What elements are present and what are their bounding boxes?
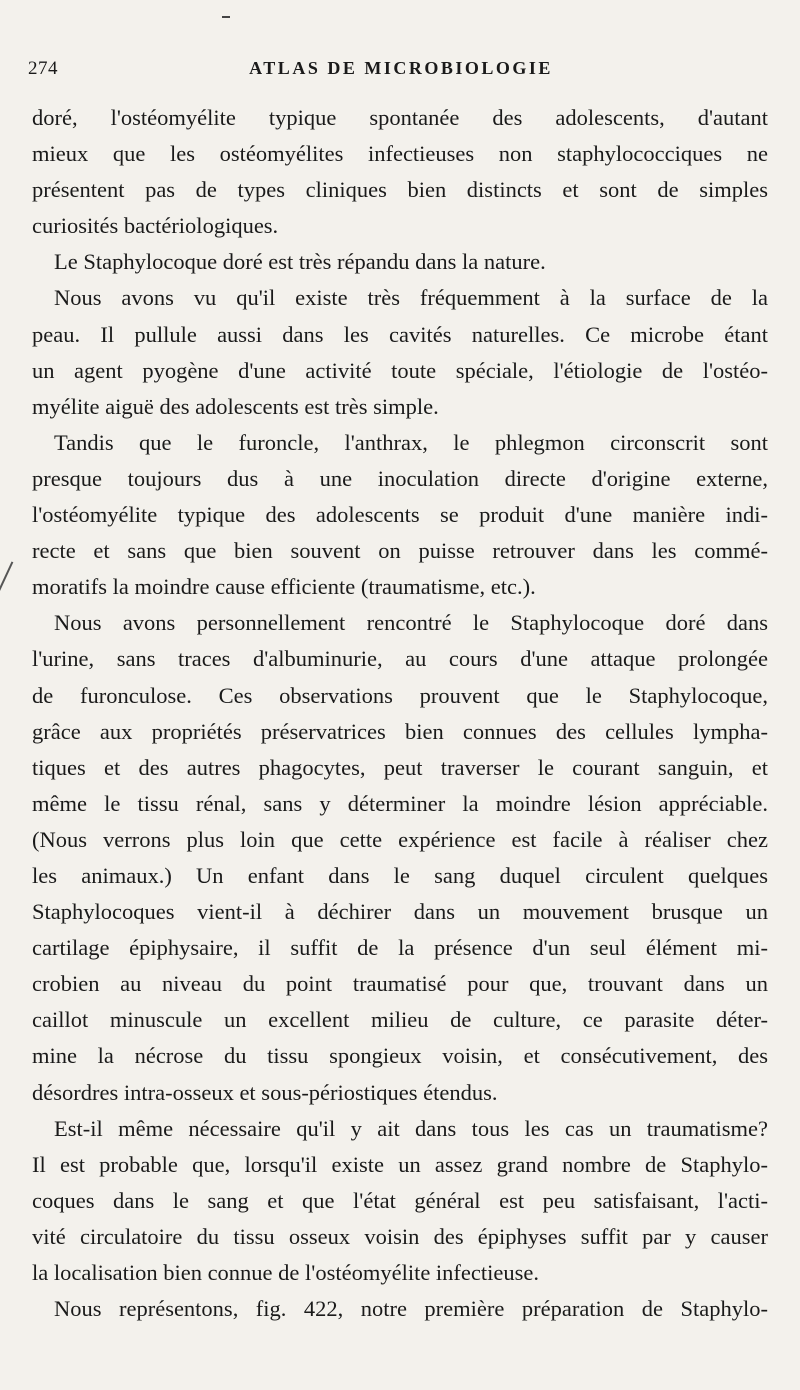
text-line: mine la nécrose du tissu spongieux voisin, et consécutivement, des [32, 1043, 768, 1069]
text-line: les animaux.) Un enfant dans le sang duquel circulent quelques [32, 862, 768, 888]
text-line: l'ostéomyélite typique des adolescents se produit d'une manière indi- [32, 502, 768, 528]
text-line: un agent pyogène d'une activité toute spéciale, l'étiologie de l'ostéo- [32, 357, 768, 383]
text-line: mieux que les ostéomyélites infectieuses non staphylococciques ne [32, 141, 768, 167]
text-line: la localisation bien connue de l'ostéomyélite infectieuse. [32, 1260, 540, 1285]
page-number: 274 [28, 58, 58, 79]
text-line: peau. Il pullule aussi dans les cavités naturelles. Ce microbe étant [32, 321, 768, 347]
text-line: caillot minuscule un excellent milieu de culture, ce parasite déter- [32, 1007, 768, 1033]
text-line: Il est probable que, lorsqu'il existe un assez grand nombre de Staphylo- [32, 1151, 768, 1177]
margin-stroke [0, 561, 13, 598]
text-line: tiques et des autres phagocytes, peut traverser le courant sanguin, et [32, 754, 768, 780]
text-line: curiosités bactériologiques. [32, 213, 279, 239]
text-line: vité circulatoire du tissu osseux voisin des épiphyses suffit par y causer [32, 1223, 768, 1249]
print-mark [222, 16, 230, 18]
text-line: moratifs la moindre cause efficiente (traumatisme, etc.). [32, 574, 536, 600]
text-line: cartilage épiphysaire, il suffit de la présence d'un seul élément mi- [32, 935, 768, 961]
text-line: Le Staphylocoque doré est très répandu dans la nature. [54, 249, 546, 275]
text-line: crobien au niveau du point traumatisé pour que, trouvant dans un [32, 971, 768, 997]
text-line: l'urine, sans traces d'albuminurie, au cours d'une attaque prolongée [32, 646, 768, 672]
text-line: presque toujours dus à une inoculation directe d'origine externe, [32, 465, 768, 491]
text-line: Nous avons personnellement rencontré le Staphylocoque doré dans [54, 610, 768, 636]
text-line: présentent pas de types cliniques bien distincts et sont de simples [32, 177, 768, 203]
page-header [28, 58, 764, 86]
text-line: (Nous verrons plus loin que cette expérience est facile à réaliser chez [32, 826, 768, 852]
running-title: ATLAS DE MICROBIOLOGIE [249, 58, 553, 78]
text-line: Est-il même nécessaire qu'il y ait dans tous les cas un traumatisme? [54, 1115, 768, 1141]
text-line: Staphylocoques vient-il à déchirer dans un mouvement brusque un [32, 899, 768, 925]
text-line: même le tissu rénal, sans y déterminer la moindre lésion appréciable. [32, 790, 768, 816]
body-text [32, 100, 768, 1327]
text-line: recte et sans que bien souvent on puisse retrouver dans les commé- [32, 538, 768, 564]
text-line: coques dans le sang et que l'état général est peu satisfaisant, l'acti- [32, 1187, 768, 1213]
text-line: myélite aiguë des adolescents est très simple. [32, 393, 439, 419]
text-line: Nous avons vu qu'il existe très fréquemment à la surface de la [54, 285, 768, 311]
text-line: doré, l'ostéomyélite typique spontanée des adolescents, d'autant [32, 105, 768, 130]
text-line: grâce aux propriétés préservatrices bien connues des cellules lympha- [32, 718, 768, 744]
text-line: de furonculose. Ces observations prouvent que le Staphylocoque, [32, 682, 768, 708]
text-line: Tandis que le furoncle, l'anthrax, le phlegmon circonscrit sont [54, 429, 768, 455]
text-line: Nous représentons, fig. 422, notre première préparation de Staphylo- [54, 1296, 768, 1322]
text-line: désordres intra-osseux et sous-périostiques étendus. [32, 1079, 498, 1105]
